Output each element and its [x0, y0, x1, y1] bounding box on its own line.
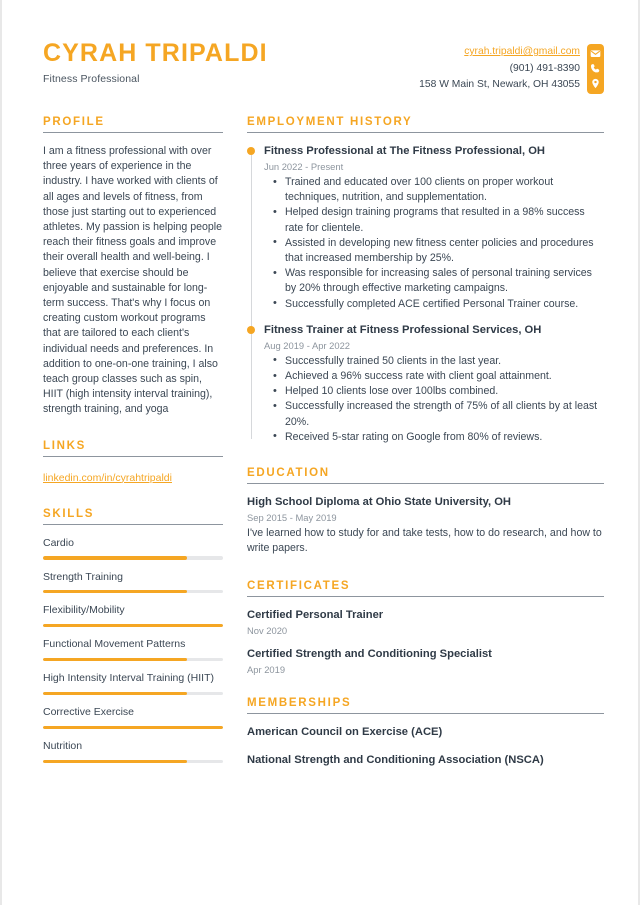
contact-address: 158 W Main St, Newark, OH 43055 [419, 79, 580, 90]
skill-level-bar [43, 692, 223, 695]
skill-item [43, 536, 223, 560]
section-skills [43, 508, 223, 763]
certificate-title: Certified Strength and Conditioning Specialist [247, 648, 492, 661]
skill-label: Nutrition [43, 740, 83, 752]
section-title-employment: EMPLOYMENT HISTORY [247, 116, 413, 128]
section-links [43, 440, 223, 486]
education-title: High School Diploma at Ohio State University, OH [247, 496, 511, 509]
education-entry [247, 495, 604, 556]
skill-label: High Intensity Interval Training (HIIT) [43, 672, 214, 685]
certificate-title: Certified Personal Trainer [247, 609, 384, 622]
link-item-linkedin[interactable]: linkedin.com/in/cyrahtripaldi [43, 471, 172, 484]
certificate-entry [247, 608, 604, 636]
employment-bullet: • Successfully increased the strength of 75% of all clients by at least 20%. [264, 399, 604, 429]
employment-bullets [264, 175, 604, 312]
resume-body [2, 108, 638, 790]
employment-bullet: • Assisted in developing new fitness center policies and procedures that increased membership by 25%. [264, 236, 604, 266]
skill-level-fill [43, 726, 223, 729]
skill-label: Corrective Exercise [43, 706, 135, 719]
skill-label: Strength Training [43, 570, 123, 583]
skill-level-bar [43, 556, 223, 559]
certificate-date: Apr 2019 [247, 664, 286, 676]
employment-entry [264, 144, 604, 312]
skill-level-bar [43, 760, 223, 763]
skill-level-bar [43, 624, 223, 627]
section-title-skills: SKILLS [43, 507, 95, 520]
contact-lines [419, 44, 587, 94]
skill-item [43, 705, 223, 729]
section-title-certificates: CERTIFICATES [247, 580, 351, 593]
skill-level-fill [43, 556, 187, 559]
education-description: I've learned how to study for and take tests, how to do research, and how to write papers. [247, 527, 602, 555]
skill-item [43, 603, 223, 627]
section-title-links: LINKS [43, 439, 86, 452]
section-memberships [247, 697, 604, 768]
timeline-dot-icon [247, 147, 255, 155]
envelope-icon [590, 48, 601, 59]
skill-level-fill [43, 760, 187, 763]
section-title-profile: PROFILE [43, 116, 105, 128]
employment-timeline [247, 144, 604, 445]
section-divider [247, 483, 604, 484]
skill-label: Flexibility/Mobility [43, 604, 125, 617]
employment-bullet: • Trained and educated over 100 clients on proper workout techniques, nutrition, and supplementation. [264, 175, 604, 205]
employment-bullets [264, 354, 604, 445]
section-employment-history [247, 116, 604, 445]
membership-entry: American Council on Exercise (ACE) [247, 726, 443, 739]
employment-bullet: • Helped design training programs that resulted in a 98% success rate for clientele. [264, 205, 604, 235]
section-divider [247, 132, 604, 133]
employment-bullet: • Received 5-star rating on Google from 80% of reviews. [264, 430, 604, 445]
skill-item [43, 637, 223, 661]
certificate-date: Nov 2020 [247, 625, 288, 637]
skill-level-fill [43, 590, 187, 593]
profile-summary-text: I am a fitness professional with over three years of experience in the industry. I have worked with clients of all ages and levels of fitness, from those just starting out to experienced athletes. My passion is helping people reach their fitness goals and improve their overall health and well-being. I believe that exercise should be enjoyable and sustainable for long-term success. That's why I focus on creating custom workout programs that are tailored to each client's individual needs and preferences. In addition to one-on-one training, I also teach group classes such as spin, HIIT (high intensity interval training), strength training, and yoga [43, 145, 223, 416]
section-divider [247, 596, 604, 597]
section-profile [43, 116, 223, 418]
skill-label: Cardio [43, 536, 74, 549]
skill-item [43, 739, 223, 763]
employment-bullet: • Successfully completed ACE certified Personal Trainer course. [264, 297, 604, 312]
skill-item [43, 570, 223, 594]
employment-bullet: • Successfully trained 50 clients in the last year. [264, 354, 604, 369]
resume-header [2, 0, 638, 108]
candidate-name: CYRAH TRIPALDI [43, 39, 268, 67]
section-divider [43, 456, 223, 457]
employment-title: Fitness Trainer at Fitness Professional Services, OH [264, 323, 542, 336]
location-pin-icon [590, 78, 601, 89]
contact-icon-strip [587, 44, 604, 94]
skill-level-fill [43, 658, 187, 661]
skill-level-fill [43, 624, 223, 627]
skill-level-fill [43, 692, 187, 695]
membership-entry: National Strength and Conditioning Association (NSCA) [247, 754, 544, 767]
employment-bullet: • Was responsible for increasing sales of personal training services by 20% through effective marketing campaigns. [264, 266, 604, 296]
main-column [247, 116, 604, 790]
candidate-job-title: Fitness Professional [43, 72, 140, 85]
employment-bullet: • Helped 10 clients lose over 100lbs combined. [264, 384, 604, 399]
employment-title: Fitness Professional at The Fitness Professional, OH [264, 145, 546, 157]
section-divider [43, 524, 223, 525]
memberships-list [247, 725, 604, 768]
contact-email[interactable]: cyrah.tripaldi@gmail.com [464, 46, 580, 57]
education-list [247, 495, 604, 556]
contact-phone: (901) 491-8390 [509, 62, 580, 74]
employment-bullet: • Achieved a 96% success rate with client goal attainment. [264, 369, 604, 384]
contact-block [419, 36, 604, 94]
skill-item [43, 671, 223, 695]
employment-date: Jun 2022 - Present [264, 161, 344, 172]
certificate-entry [247, 647, 604, 675]
skill-level-bar [43, 590, 223, 593]
section-title-memberships: MEMBERSHIPS [247, 697, 352, 710]
skills-list [43, 536, 223, 763]
section-divider [247, 713, 604, 714]
skill-level-bar [43, 658, 223, 661]
skill-level-bar [43, 726, 223, 729]
skill-label: Functional Movement Patterns [43, 638, 186, 651]
section-education [247, 467, 604, 556]
employment-date: Aug 2019 - Apr 2022 [264, 339, 351, 351]
phone-icon [590, 63, 601, 74]
employment-entry [264, 323, 604, 445]
section-title-education: EDUCATION [247, 467, 330, 480]
certificates-list [247, 608, 604, 675]
section-divider [43, 132, 223, 133]
identity-block [43, 36, 268, 85]
sidebar-column [43, 116, 223, 785]
education-date: Sep 2015 - May 2019 [247, 512, 337, 524]
timeline-dot-icon [247, 326, 255, 334]
section-certificates [247, 580, 604, 675]
